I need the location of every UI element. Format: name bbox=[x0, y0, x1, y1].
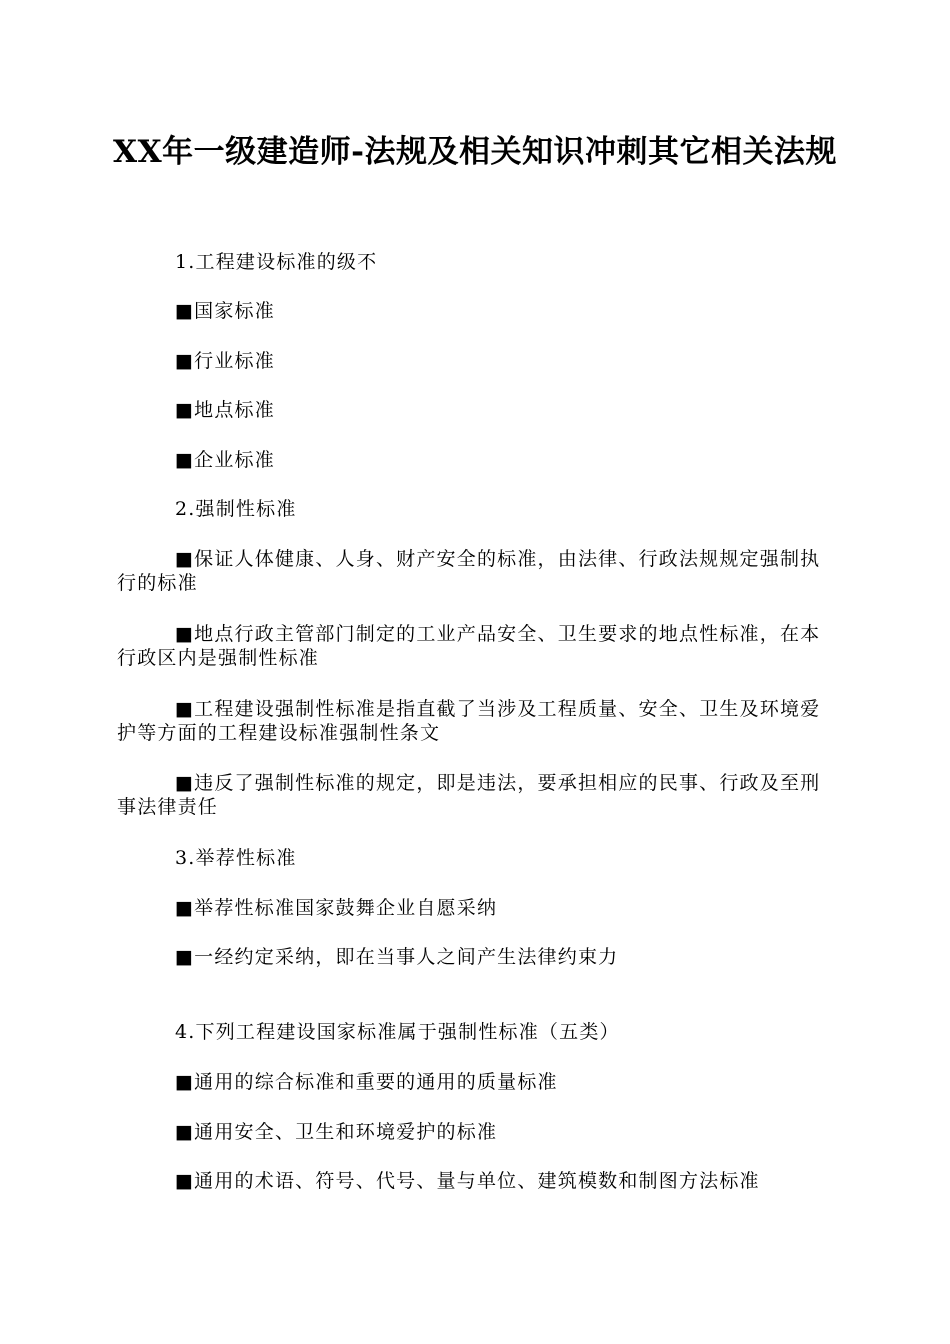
list-item: ■行业标准 bbox=[175, 350, 275, 372]
list-item: ■违反了强制性标准的规定，即是违法，要承担相应的民事、行政及至刑事法律责任 bbox=[117, 772, 821, 818]
heading-mandatory-standards: 2.强制性标准 bbox=[175, 498, 297, 520]
list-item: ■保证人体健康、人身、财产安全的标准，由法律、行政法规规定强制执行的标准 bbox=[117, 548, 821, 594]
list-item: ■企业标准 bbox=[175, 449, 275, 471]
list-item: ■举荐性标准国家鼓舞企业自愿采纳 bbox=[175, 897, 498, 919]
heading-national-mandatory-categories: 4.下列工程建设国家标准属于强制性标准（五类） bbox=[175, 1021, 620, 1043]
list-item: ■国家标准 bbox=[175, 300, 275, 322]
heading-recommended-standards: 3.举荐性标准 bbox=[175, 847, 297, 869]
list-item: ■工程建设强制性标准是指直截了当涉及工程质量、安全、卫生及环境爱护等方面的工程建设标准强制性条文 bbox=[117, 698, 821, 744]
list-item: ■通用的术语、符号、代号、量与单位、建筑模数和制图方法标准 bbox=[175, 1170, 760, 1192]
heading-standard-levels: 1.工程建设标准的级不 bbox=[175, 251, 378, 273]
list-item: ■一经约定采纳，即在当事人之间产生法律约束力 bbox=[175, 946, 619, 968]
list-item: ■通用的综合标准和重要的通用的质量标准 bbox=[175, 1071, 558, 1093]
list-item: ■地点行政主管部门制定的工业产品安全、卫生要求的地点性标准，在本行政区内是强制性标准 bbox=[117, 623, 821, 669]
list-item: ■通用安全、卫生和环境爱护的标准 bbox=[175, 1121, 498, 1143]
list-item: ■地点标准 bbox=[175, 399, 275, 421]
document-title: XX年一级建造师-法规及相关知识冲刺其它相关法规 bbox=[113, 134, 837, 170]
